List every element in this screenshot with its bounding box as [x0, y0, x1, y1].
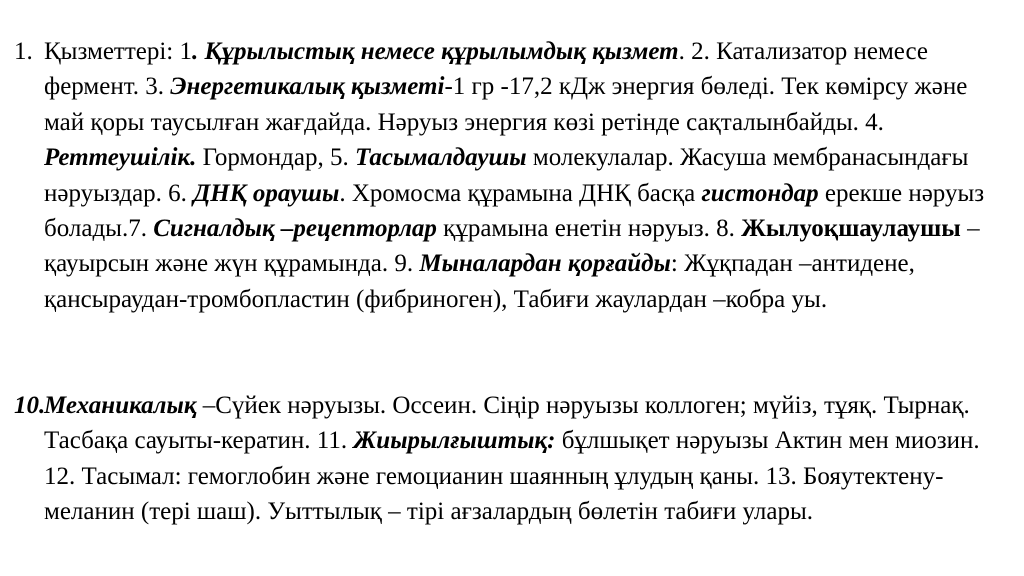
list-item-text	[44, 34, 1002, 317]
emphasis-segment: гистондар	[701, 179, 819, 207]
emphasis-segment: ДНҚ ораушы	[193, 179, 340, 207]
emphasis-segment: Сигналдық –рецепторлар	[153, 215, 437, 243]
text-segment: ерекше нәруыз болады.7.	[44, 179, 985, 243]
list-number: 1.	[14, 38, 33, 65]
text-segment: Қызметтері: 1	[44, 38, 192, 65]
text-segment: : Жұқпадан –антидене, қансыраудан-тромбопластин (фибриноген), Табиғи жаулардан –кобра уы.	[44, 250, 915, 313]
text-segment: Гормондар, 5.	[196, 144, 356, 172]
text-segment: –Сүйек нәруызы. Оссеин. Сіңір нәруызы коллоген; мүйіз, тұяқ. Тырнақ. Тасбақа сауыты-кератин. 11.	[44, 392, 970, 455]
emphasis-segment: . Құрылыстық немесе құрылымдық қызмет	[192, 38, 679, 65]
emphasis-segment: Реттеушілік.	[44, 144, 197, 172]
text-segment: құрамына енетін нәруыз. 8.	[436, 215, 742, 243]
bold-segment: Жылуоқшаулаушы	[741, 215, 961, 243]
text-segment: . 2. Катализатор немесе фермент. 3.	[44, 38, 929, 101]
text-segment: молекулалар. Жасуша мембранасындағы нәруыздар. 6.	[44, 144, 969, 207]
list-number: 10.	[14, 392, 46, 419]
emphasis-segment: Энергетикалық қызметі	[170, 73, 445, 101]
emphasis-segment: Мыналардан қорғайды	[419, 250, 671, 278]
emphasis-segment: Тасымалдаушы	[355, 144, 527, 172]
list-item	[14, 388, 1004, 530]
list-item	[14, 34, 1004, 317]
text-segment: бұлшықет нәруызы Актин мен миозин. 12. Тасымал: гемоглобин және гемоцианин шаянның ұлудың қаны. 13. Бояутектену-меланин (тері шаш). Уыттылық – тірі ағзалардың бөлетін табиғи улары.	[44, 427, 980, 526]
text-segment: -1 гр -17,2 кДж энергия бөледі. Тек көмірсу және май қоры таусылған жағдайда. Нәруыз энергия көзі ретінде сақталынбайды. 4.	[44, 73, 968, 136]
emphasis-segment: Жиырылғыштық:	[353, 427, 556, 455]
text-segment: . Хромосма құрамына ДНҚ басқа	[339, 179, 702, 207]
emphasis-segment: Механикалық	[44, 392, 197, 419]
list-item-text	[44, 388, 1002, 530]
text-segment: –қауырсын және жүн құрамында. 9.	[44, 215, 980, 278]
